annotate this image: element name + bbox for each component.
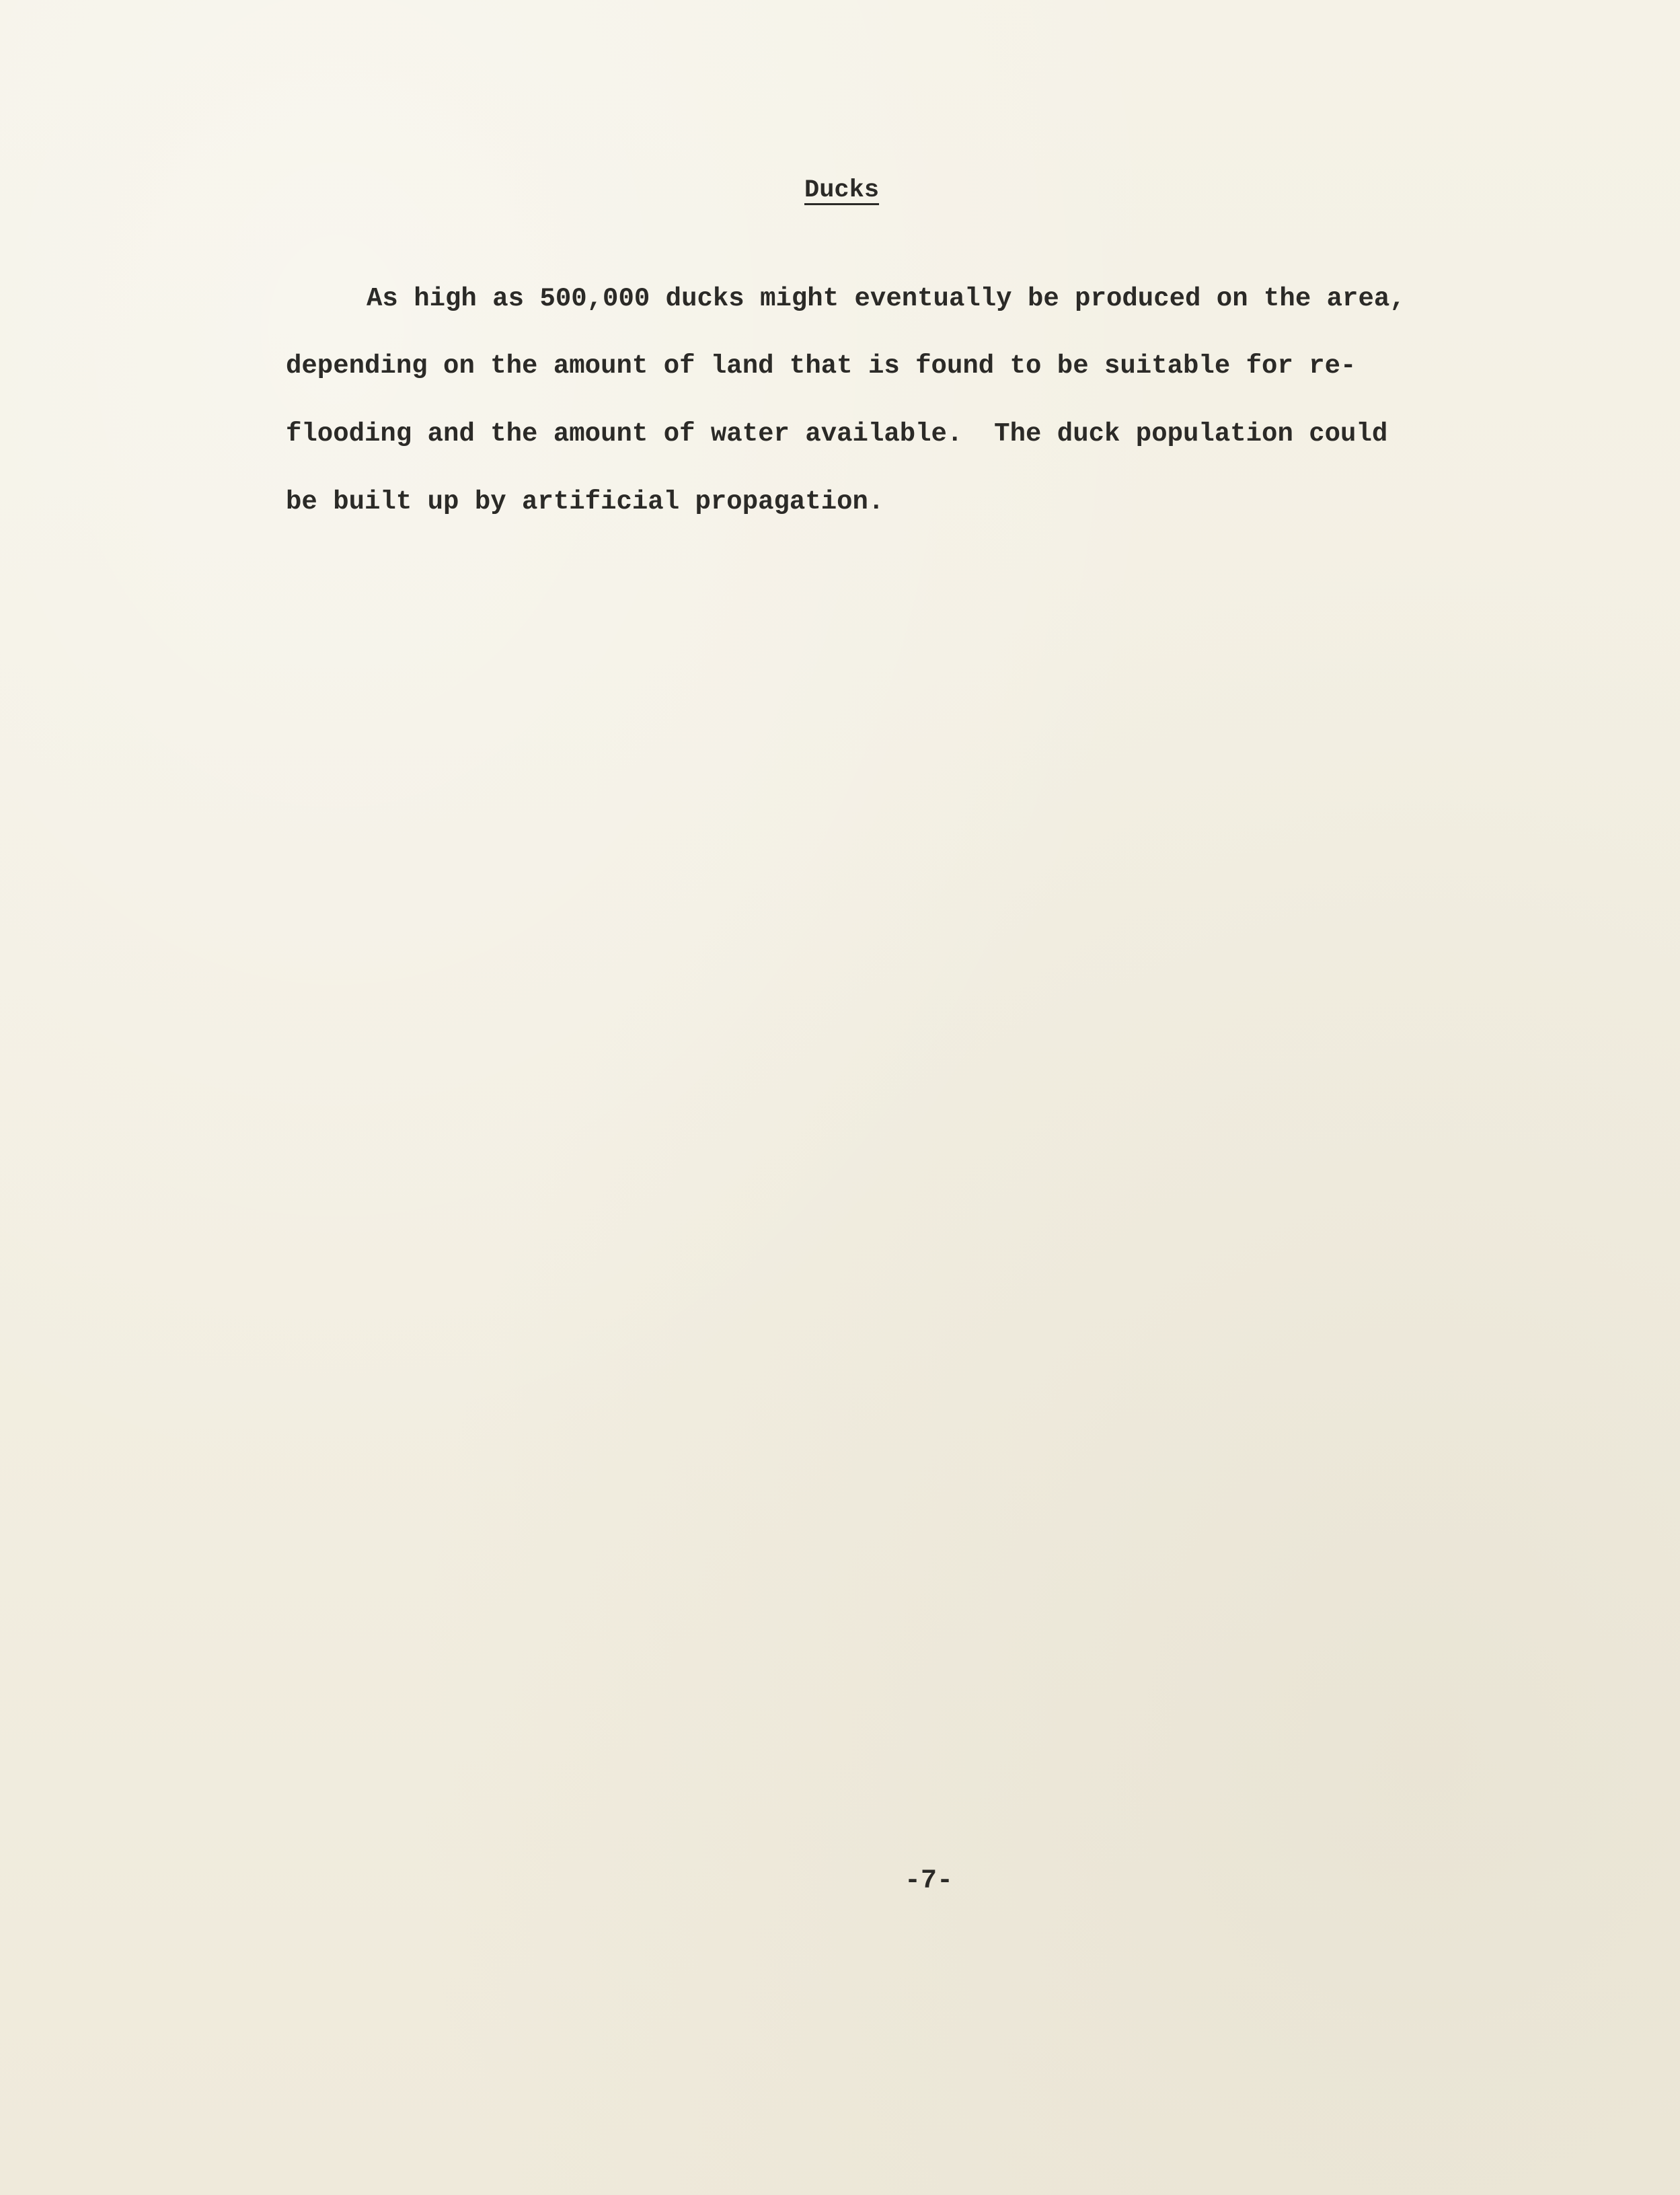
paragraph-line: depending on the amount of land that is found to be suitable for re- <box>286 351 1357 381</box>
paragraph-line: As high as 500,000 ducks might eventually be produced on the area, <box>367 284 1406 313</box>
section-heading: Ducks <box>804 176 880 204</box>
paragraph-line: flooding and the amount of water available. The duck population could <box>286 419 1388 449</box>
paragraph-line: be built up by artificial propagation. <box>286 487 884 517</box>
page-number: -7- <box>905 1866 954 1896</box>
